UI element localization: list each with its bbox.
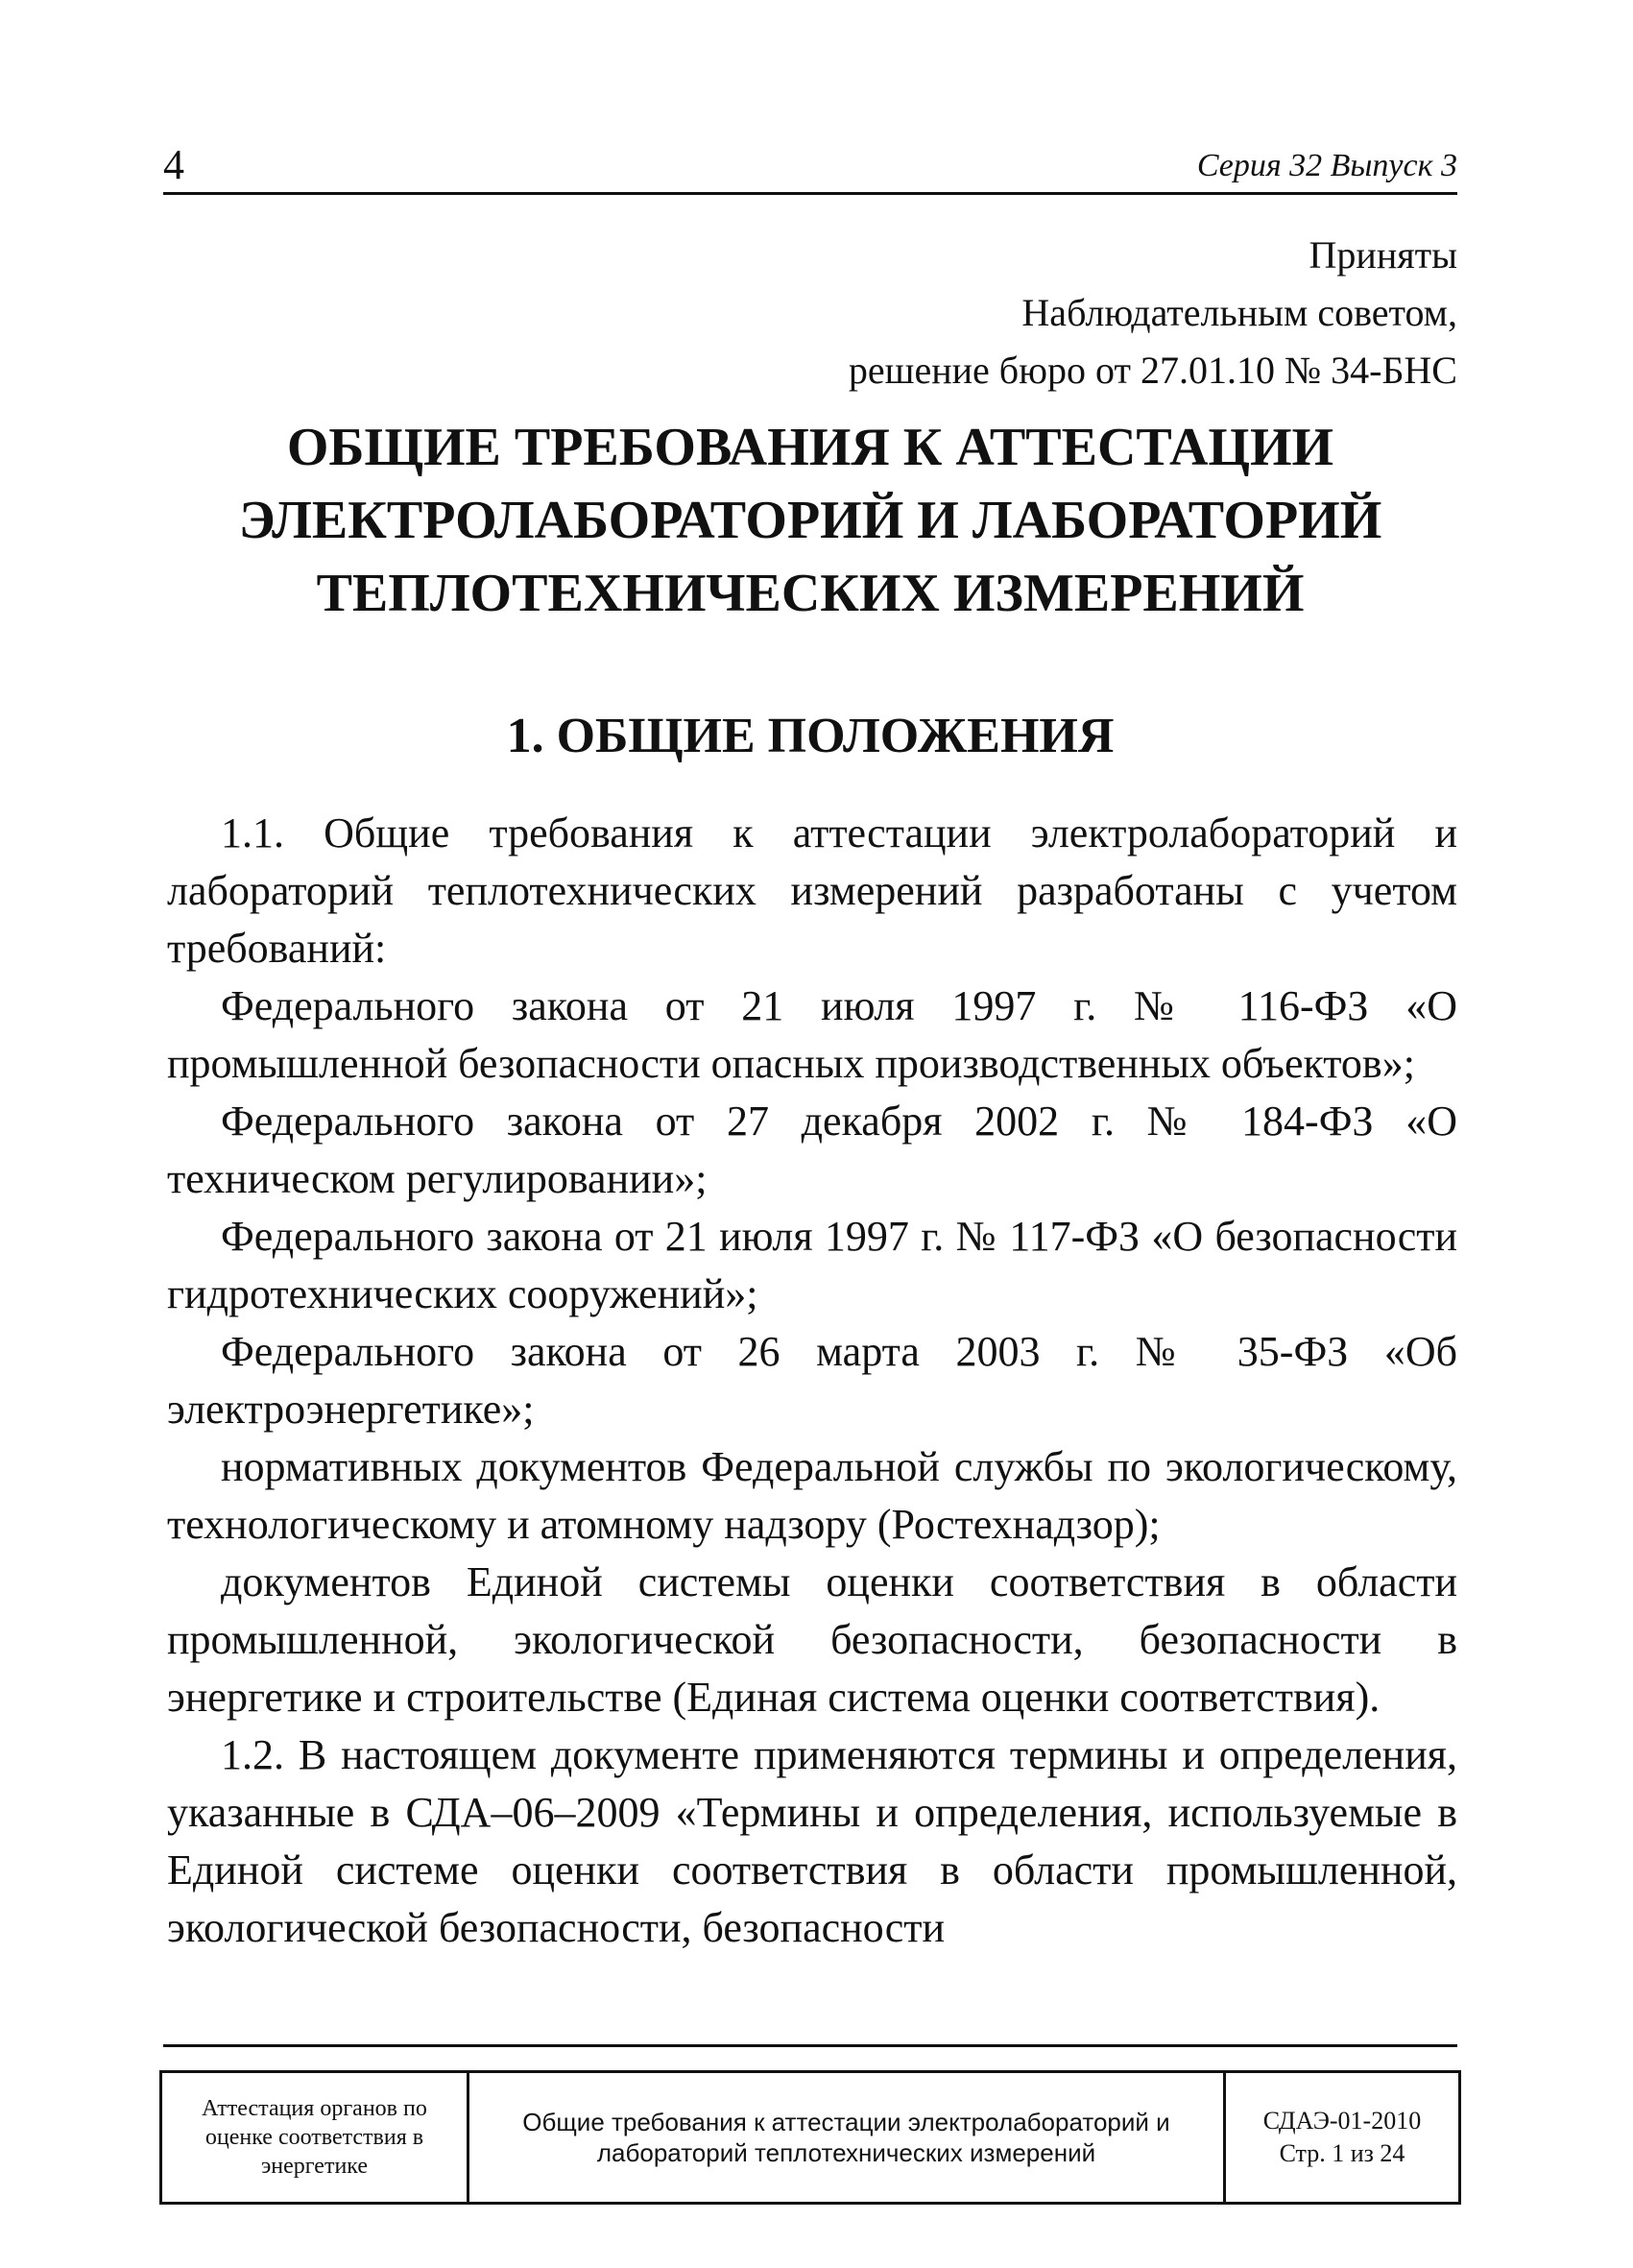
document-title: ОБЩИЕ ТРЕБОВАНИЯ К АТТЕСТАЦИИ ЭЛЕКТРОЛАБОРАТОРИЙ И ЛАБОРАТОРИЙ ТЕПЛОТЕХНИЧЕСКИХ ИЗМЕРЕНИЙ: [238, 418, 1382, 623]
paragraph: Федерального закона от 27 декабря 2002 г. № 184-ФЗ «О техническом регулировании»;: [167, 1098, 1457, 1202]
approval-block: [689, 227, 1457, 399]
paragraph: Федерального закона от 21 июля 1997 г. № 117-ФЗ «О безопасности гидротехнических сооружений»;: [167, 1213, 1457, 1317]
series-label: Серия 32 Выпуск 3: [1196, 148, 1457, 183]
paragraph: Федерального закона от 21 июля 1997 г. № 116-ФЗ «О промышленной безопасности опасных производственных объектов»;: [167, 982, 1457, 1087]
footer-document-name: Общие требования к аттестации электролабораторий и лабораторий теплотехнических измерений: [469, 2073, 1226, 2202]
paragraph: Федерального закона от 26 марта 2003 г. № 35-ФЗ «Об электроэнергетике»;: [167, 1328, 1457, 1433]
approval-line: решение бюро от 27.01.10 № 34-БНС: [848, 349, 1457, 392]
footer-document-code: СДАЭ-01-2010: [1262, 2107, 1422, 2135]
paragraph: 1.2. В настоящем документе применяются термины и определения, указанные в СДА–06–2009 «Термины и определения, используемые в Единой системе оценки соответствия в области промышленной, экологической безопасности, безопасности: [167, 1731, 1457, 1951]
paragraph: 1.1. Общие требования к аттестации электролабораторий и лабораторий теплотехнических измерений разработаны с учетом требований:: [167, 809, 1457, 972]
approval-line: Наблюдательным советом,: [1021, 291, 1457, 334]
paragraph: нормативных документов Федеральной службы по экологическому, технологическому и атомному надзору (Ростехнадзор);: [167, 1443, 1457, 1548]
paragraph: документов Единой системы оценки соответствия в области промышленной, экологической безопасности, безопасности в энергетике и строительстве (Единая система оценки соответствия).: [167, 1558, 1457, 1721]
page-number: 4: [163, 141, 184, 188]
footer-rule: [163, 2044, 1457, 2047]
footer-organization: Аттестация органов по оценке соответствия в энергетике: [162, 2073, 469, 2202]
footer-stamp: [159, 2070, 1461, 2205]
footer-page-count: Стр. 1 из 24: [1279, 2139, 1405, 2167]
body-text: [167, 805, 1457, 1957]
section-heading: 1. ОБЩИЕ ПОЛОЖЕНИЯ: [506, 709, 1115, 763]
approval-line: Приняты: [1309, 233, 1457, 277]
header-rule: [163, 192, 1457, 195]
footer-code-block: [1226, 2073, 1458, 2202]
